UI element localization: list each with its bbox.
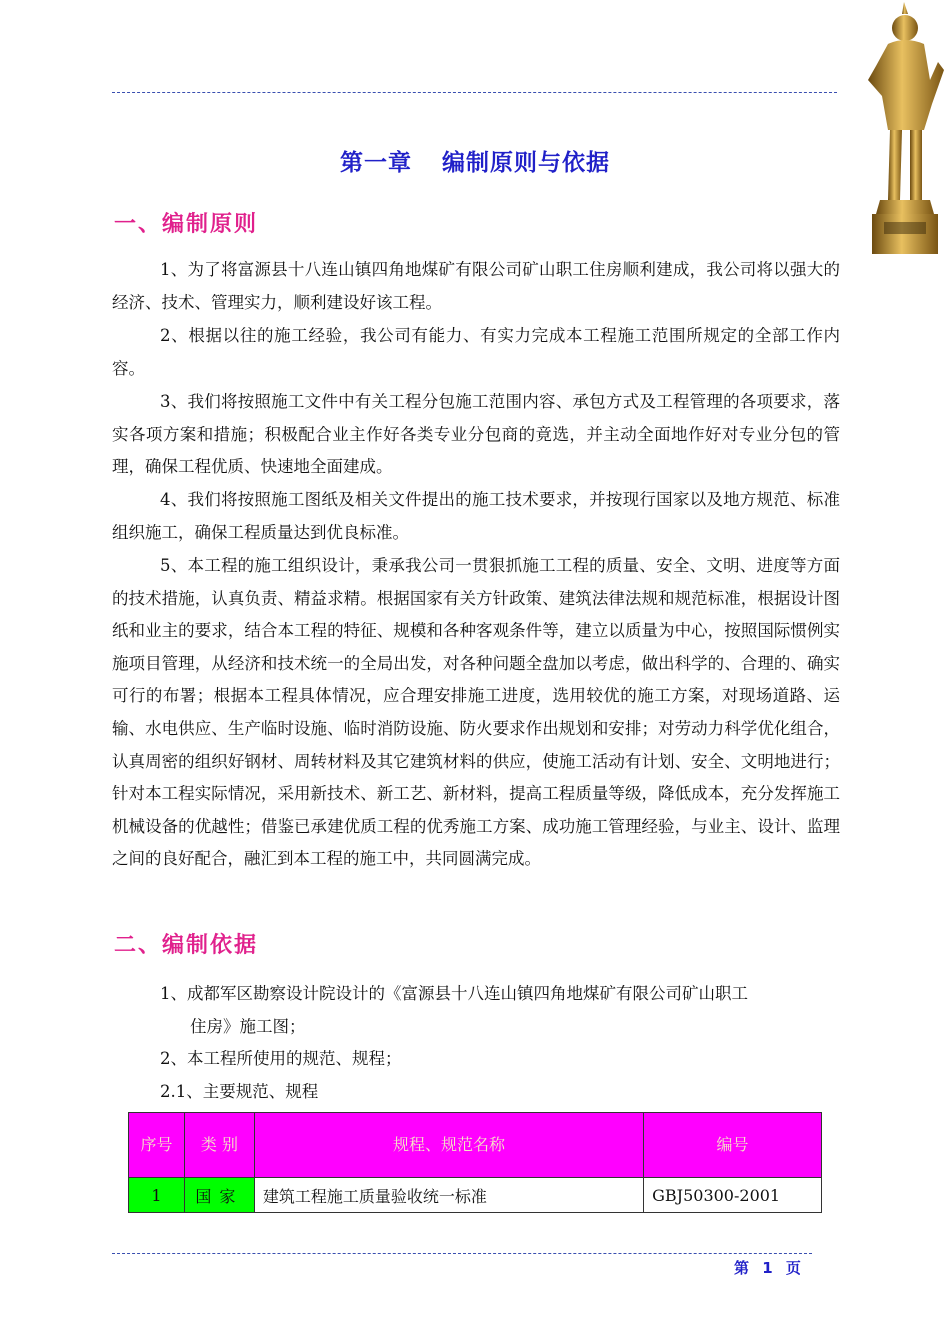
row-code: GBJ50300-2001 [644, 1178, 822, 1213]
principle-paragraph-3: 3、我们将按照施工文件中有关工程分包施工范围内容、承包方式及工程管理的各项要求，落实各项方案和措施；积极配合业主作好各类专业分包商的竟选，并主动全面地作好对专业分包的管理，确保工程优质、快速地全面建成。 [112, 392, 840, 477]
spec-table [128, 1112, 822, 1213]
principle-paragraph-5: 5、本工程的施工组织设计，秉承我公司一贯狠抓施工工程的质量、安全、文明、进度等方面的技术措施，认真负责、精益求精。根据国家有关方针政策、建筑法律法规和规范标准，根据设计图纸和业主的要求，结合本工程的特征、规模和各种客观条件等，建立以质量为中心，按照国际惯例实施项目管理，从经济和技术统一的全局出发，对各种问题全盘加以考虑，做出科学的、合理的、确实可行的布署；根据本工程具体情况，应合理安排施工进度，选用较优的施工方案，对现场道路、运输、水电供应、生产临时设施、临时消防设施、防火要求作出规划和安排；对劳动力科学优化组合，认真周密的组织好钢材、周转材料及其它建筑材料的供应，使施工活动有计划、安全、文明地进行；针对本工程实际情况，采用新技术、新工艺、新材料，提高工程质量等级，降低成本，充分发挥施工机械设备的优越性；借鉴已承建优质工程的优秀施工方案、成功施工管理经验，与业主、设计、监理之间的良好配合，融汇到本工程的施工中，共同圆满完成。 [112, 556, 840, 869]
principle-paragraph-2: 2、根据以往的施工经验，我公司有能力、有实力完成本工程施工范围所规定的全部工作内容。 [112, 326, 840, 378]
spec-table-header-row [129, 1113, 822, 1178]
header-code: 编号 [644, 1113, 822, 1178]
principle-paragraph-4: 4、我们将按照施工图纸及相关文件提出的施工技术要求，并按现行国家以及地方规范、标准组织施工，确保工程质量达到优良标准。 [112, 490, 840, 542]
basis-item-2-1: 2.1、主要规范、规程 [160, 1082, 319, 1101]
page-suffix: 页 [785, 1259, 801, 1277]
footer-dashed-rule [112, 1253, 812, 1254]
table-row [129, 1178, 822, 1213]
basis-item-1 [160, 978, 840, 1043]
chapter-title [0, 144, 950, 177]
header-category: 类 别 [184, 1113, 254, 1178]
header-dashed-rule [112, 92, 837, 93]
row-seq: 1 [129, 1178, 185, 1213]
section-heading-principles: 一、编制原则 [114, 212, 259, 237]
chapter-number: 第一章 [340, 150, 412, 176]
basis-item-1-line2: 住房》施工图； [190, 1016, 306, 1036]
page-number: 1 [762, 1259, 773, 1277]
row-category: 国家 [184, 1178, 254, 1213]
page-prefix: 第 [734, 1259, 750, 1277]
header-seq: 序号 [129, 1113, 185, 1178]
basis-item-1-line1: 1、成都军区勘察设计院设计的《富源县十八连山镇四角地煤矿有限公司矿山职工 [160, 984, 748, 1003]
principle-paragraph-1: 1、为了将富源县十八连山镇四角地煤矿有限公司矿山职工住房顺利建成，我公司将以强大的经济、技术、管理实力，顺利建设好该工程。 [112, 260, 840, 312]
golden-statue-logo [858, 0, 950, 258]
basis-item-2: 2、本工程所使用的规范、规程； [160, 1049, 402, 1068]
chapter-name: 编制原则与依据 [442, 150, 610, 176]
page-footer [734, 1257, 801, 1278]
row-name: 建筑工程施工质量验收统一标准 [254, 1178, 643, 1213]
section-heading-basis: 二、编制依据 [114, 933, 259, 958]
header-name: 规程、规范名称 [254, 1113, 643, 1178]
